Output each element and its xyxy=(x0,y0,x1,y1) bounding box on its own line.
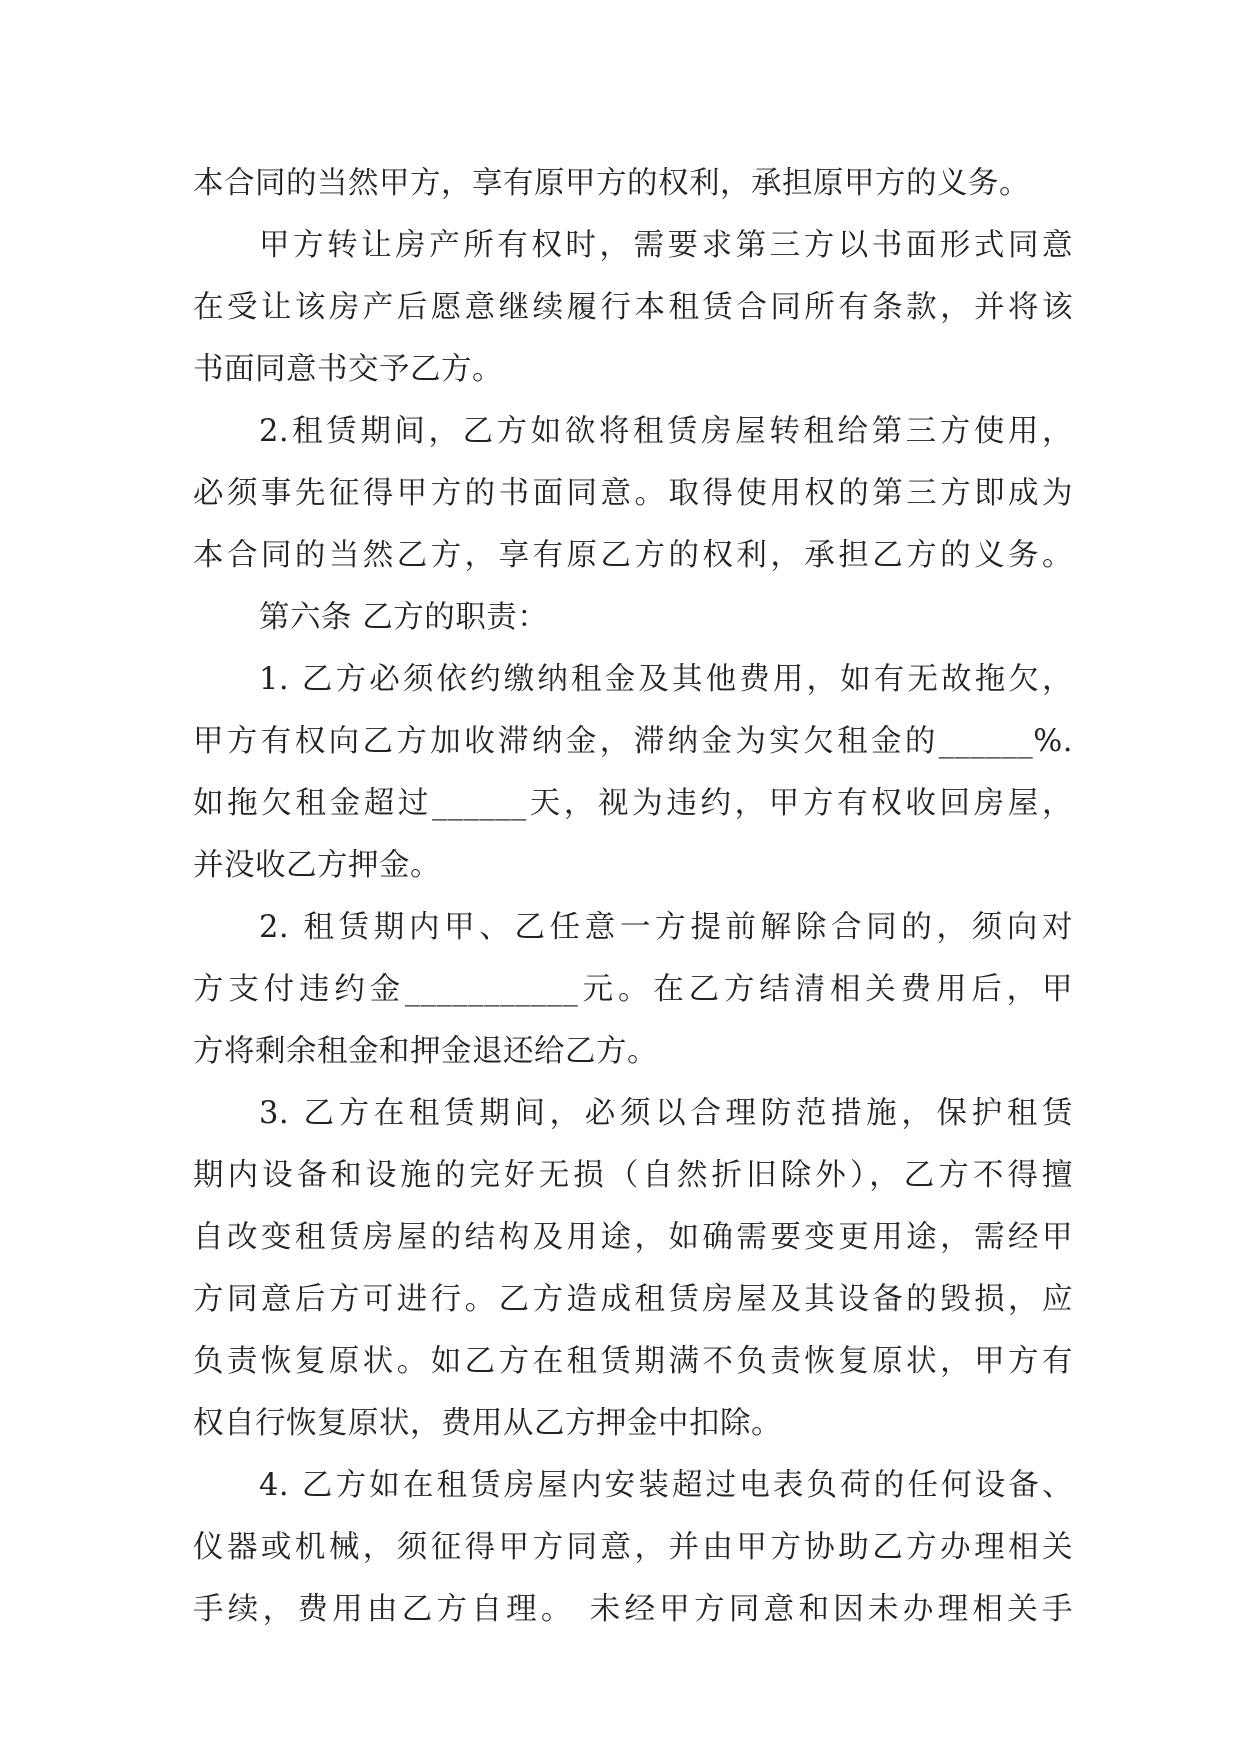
text-line: 期内设备和设施的完好无损（自然折旧除外），乙方不得擅 xyxy=(193,1158,1073,1193)
text-line: 如拖欠租金超过______天，视为违约，甲方有权收回房屋， xyxy=(193,786,1073,821)
text-line: 并没收乙方押金。 xyxy=(193,848,441,883)
text-line: 本合同的当然乙方，享有原乙方的权利，承担乙方的义务。 xyxy=(193,538,1073,573)
text-line: 1. 乙方必须依约缴纳租金及其他费用，如有无故拖欠， xyxy=(259,662,1073,697)
text-line: 2.租赁期间，乙方如欲将租赁房屋转租给第三方使用， xyxy=(259,414,1073,449)
text-line: 自改变租赁房屋的结构及用途，如确需要变更用途，需经甲 xyxy=(193,1220,1073,1255)
text-line: 甲方转让房产所有权时，需要求第三方以书面形式同意 xyxy=(259,228,1073,263)
text-line: 2. 租赁期内甲、乙任意一方提前解除合同的，须向对 xyxy=(259,910,1073,945)
contract-text xyxy=(193,153,1073,1641)
section-heading: 第六条 乙方的职责： xyxy=(259,600,549,635)
text-line: 在受让该房产后愿意继续履行本租赁合同所有条款，并将该 xyxy=(193,290,1073,325)
text-line: 仪器或机械，须征得甲方同意，并由甲方协助乙方办理相关 xyxy=(193,1530,1073,1565)
text-line: 负责恢复原状。如乙方在租赁期满不负责恢复原状，甲方有 xyxy=(193,1344,1073,1379)
text-line: 方支付违约金___________元。在乙方结清相关费用后，甲 xyxy=(193,972,1073,1007)
text-line: 必须事先征得甲方的书面同意。取得使用权的第三方即成为 xyxy=(193,476,1073,511)
text-line: 方同意后方可进行。乙方造成租赁房屋及其设备的毁损，应 xyxy=(193,1282,1073,1317)
text-line: 本合同的当然甲方，享有原甲方的权利，承担原甲方的义务。 xyxy=(193,166,1030,201)
text-line: 手续，费用由乙方自理。 未经甲方同意和因未办理相关手 xyxy=(193,1592,1073,1627)
text-line: 甲方有权向乙方加收滞纳金，滞纳金为实欠租金的______%. xyxy=(193,724,1073,759)
text-line: 4. 乙方如在租赁房屋内安装超过电表负荷的任何设备、 xyxy=(259,1468,1073,1503)
text-line: 书面同意书交予乙方。 xyxy=(193,352,503,387)
text-line: 方将剩余租金和押金退还给乙方。 xyxy=(193,1034,658,1069)
text-line: 权自行恢复原状，费用从乙方押金中扣除。 xyxy=(193,1406,782,1441)
text-line: 3. 乙方在租赁期间，必须以合理防范措施，保护租赁 xyxy=(259,1096,1073,1131)
